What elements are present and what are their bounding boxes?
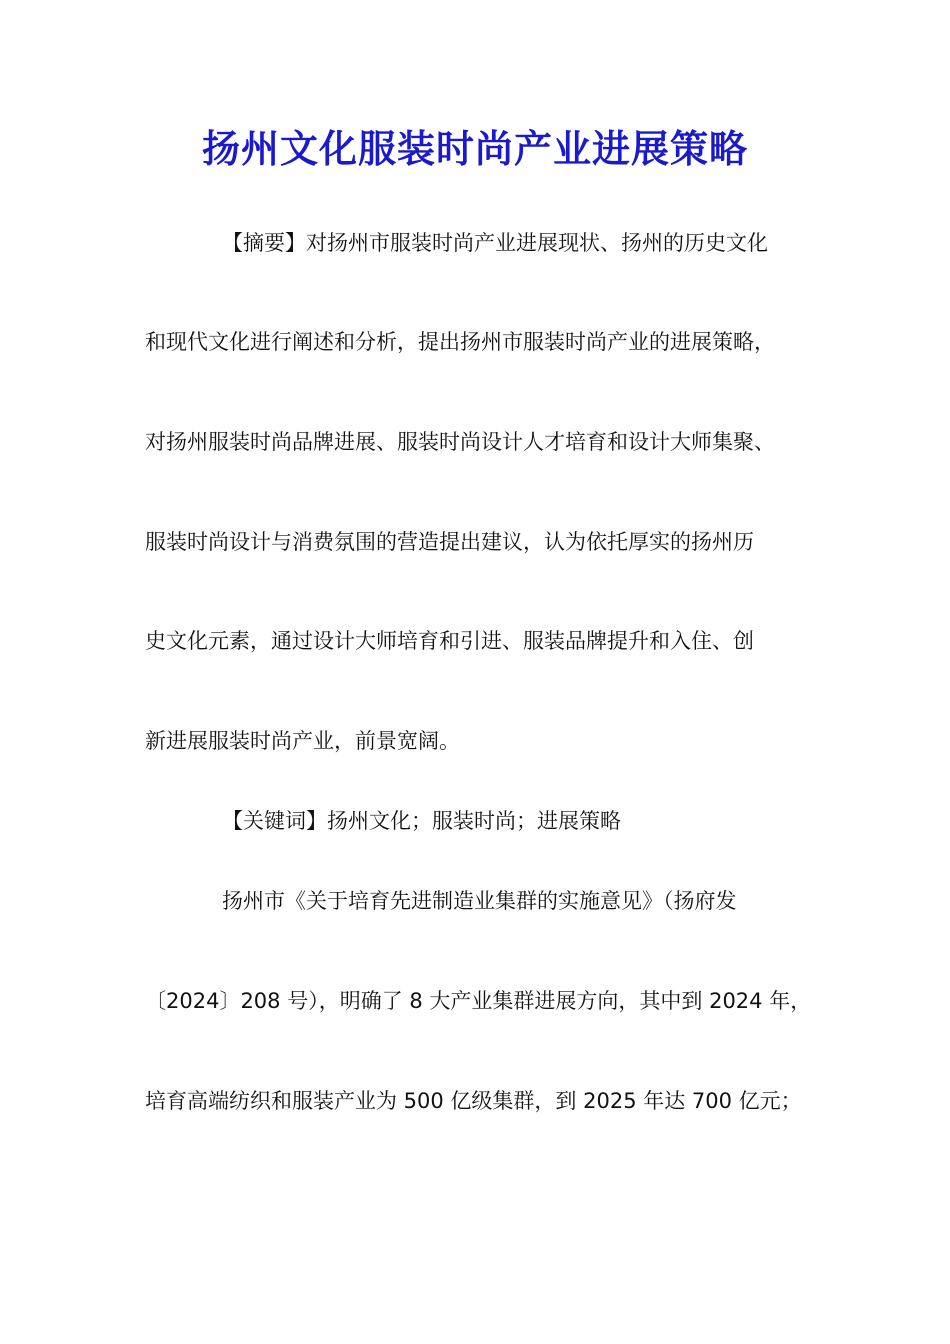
abstract-line: 新进展服装时尚产业，前景宽阔。 [145,729,460,753]
body-line: 〔2024〕208 号），明确了 8 大产业集群进展方向，其中到 2024 年， [145,989,812,1013]
body-line: 培育高端纺织和服装产业为 500 亿级集群，到 2025 年达 700 亿元； [145,1089,802,1113]
abstract-line: 对扬州服装时尚品牌进展、服装时尚设计人才培育和设计大师集聚、 [145,430,775,454]
abstract-line: 和现代文化进行阐述和分析，提出扬州市服装时尚产业的进展策略， [145,330,775,354]
abstract-line: 服装时尚设计与消费氛围的营造提出建议，认为依托厚实的扬州历 [145,530,754,554]
body-line: 扬州市《关于培育先进制造业集群的实施意见》（扬府发 [222,889,737,913]
keywords-line: 【关键词】扬州文化；服装时尚；进展策略 [222,809,621,833]
document-title: 扬州文化服装时尚产业进展策略 [201,126,748,171]
abstract-line: 【摘要】对扬州市服装时尚产业进展现状、扬州的历史文化 [222,231,768,255]
abstract-line: 史文化元素，通过设计大师培育和引进、服装品牌提升和入住、创 [145,629,754,653]
